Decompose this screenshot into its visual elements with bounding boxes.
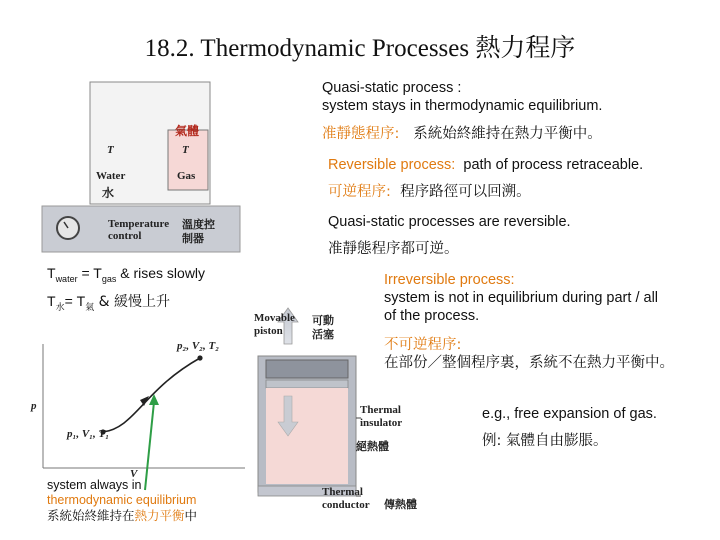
- pv-curve-drawing: [25, 340, 245, 480]
- page-title: 18.2. Thermodynamic Processes 熱力程序: [144, 35, 576, 62]
- pv-note-line-2: thermodynamic equilibrium: [47, 493, 197, 507]
- p-axis-label: p: [31, 400, 37, 412]
- piston-figure: [248, 300, 418, 520]
- thermal-insulator-zh-label: 絕熱體: [356, 441, 389, 453]
- example-zh: 例: 氣體自由膨脹。: [482, 433, 608, 449]
- thermal-conductor-label: Thermal conductor: [322, 486, 370, 511]
- pv-top-label: p₂, V₂, T₂: [177, 340, 220, 352]
- equilibrium-line-1: $T_{water} = T_{gas}$ & rises slowly: [47, 265, 206, 284]
- pv-note: [47, 478, 197, 523]
- quasi-static-zh: 准靜態程序: 系統始終維持在熱力平衡中。: [322, 126, 602, 142]
- gas-T-label: T: [182, 144, 189, 156]
- thermal-conductor-zh-label: 傳熱體: [384, 499, 417, 511]
- irreversible-en: Irreversible process: system is not in equilibrium during part / all of the process.: [384, 272, 659, 324]
- quasi-static-reversible-zh: 准靜態程序都可逆。: [328, 241, 459, 257]
- thermal-insulator-label: Thermal insulator: [360, 404, 403, 429]
- equilibrium-line-2: $T_水= T_氣$ & 緩慢上升: [47, 293, 171, 313]
- irreversible-zh: 不可逆程序: 在部份／整個程序裏，系統不在熱力平衡中。: [384, 337, 674, 371]
- pv-note-line-3: 系統始終維持在熱力平衡中: [47, 508, 198, 523]
- gas-zh-label: 氣體: [175, 124, 200, 138]
- movable-piston-label: Movable piston: [254, 312, 295, 337]
- quasi-static-en-1: Quasi-static process :: [322, 80, 462, 96]
- water-T-label: T: [107, 144, 114, 156]
- water-zh-label: 水: [102, 186, 115, 200]
- pv-diagram: [25, 340, 245, 480]
- pv-note-line-1: system always in: [47, 478, 142, 492]
- movable-piston-zh-label: 可動 活塞: [312, 315, 334, 341]
- temperature-control-zh-label: 溫度控 制器: [182, 219, 215, 245]
- v-axis-label: V: [130, 468, 138, 480]
- gas-label: Gas: [177, 170, 196, 182]
- reversible-zh: 可逆程序: 程序路徑可以回溯。: [328, 184, 531, 200]
- water-label: Water: [96, 170, 126, 182]
- quasi-static-en-2: system stays in thermodynamic equilibrium.: [322, 98, 603, 114]
- temperature-control-label: Temperature control: [108, 218, 170, 242]
- reversible-en: Reversible process: path of process retraceable.: [328, 157, 644, 173]
- quasi-static-reversible-en: Quasi-static processes are reversible.: [328, 214, 571, 230]
- water-bath-figure: [40, 60, 290, 260]
- pv-bottom-label: p₁, V₁, T₁: [67, 428, 110, 440]
- example-en: e.g., free expansion of gas.: [482, 406, 657, 422]
